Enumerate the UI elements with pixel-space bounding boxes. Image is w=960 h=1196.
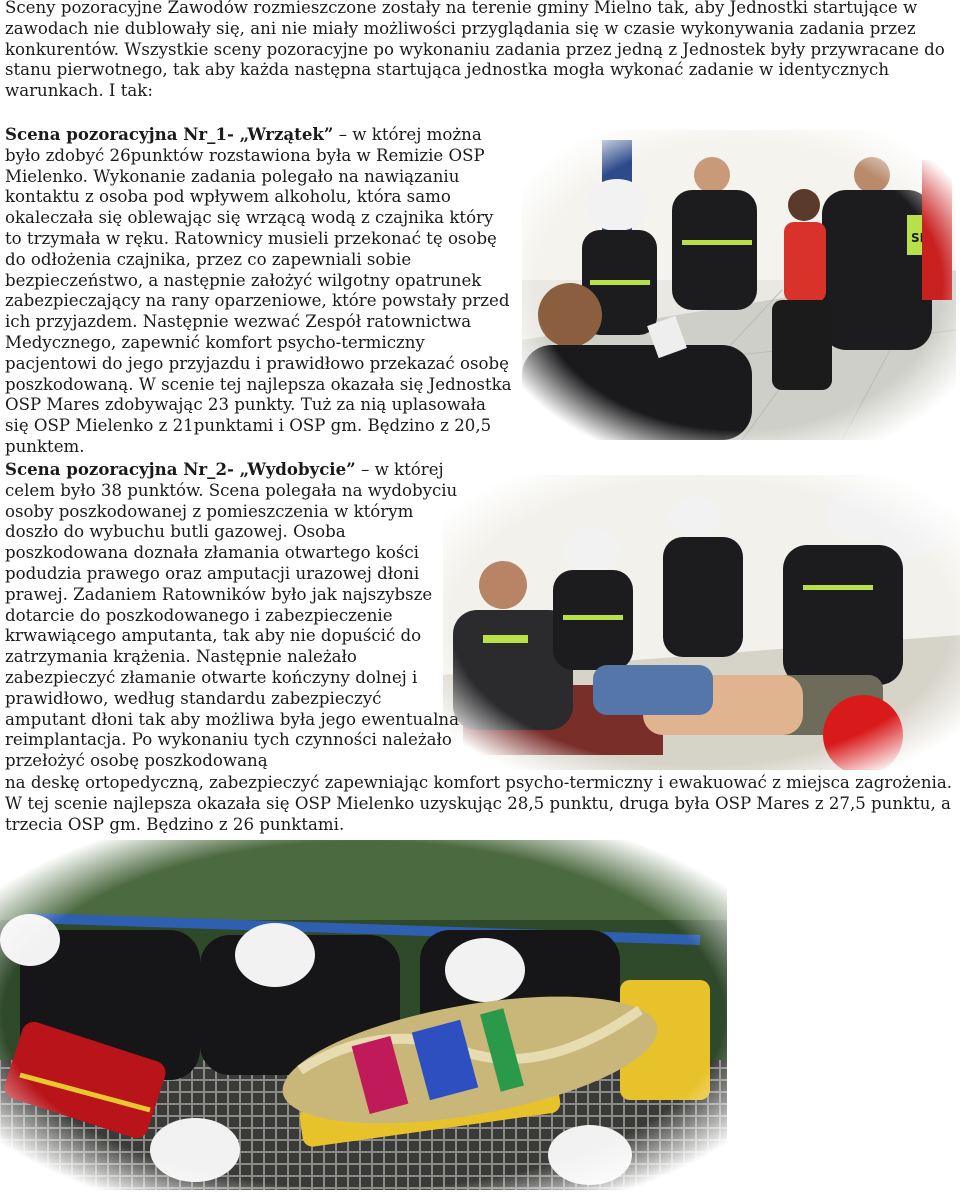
- scene2-text: – w której celem było 38 punktów. Scena polegała na wydobyciu osoby poszkodowanej z pomieszczenia w którym doszło do wybuchu butli gazowej. Osoba poszkodowana doznała złamania otwartego kości podudzia prawego oraz amputacji urazowej dłoni prawej. Zadaniem Ratowników było jak najszybsze dotarcie do poszkodowanego i zabezpieczenie krwawiącego amputanta, tak aby nie dopuścić do zatrzymania krążenia. Następnie należało zabezpieczyć złamanie otwarte kończyny dolnej i prawidłowo, według standardu zabezpieczyć amputant dłoni tak aby możliwa była jego ewentualna reimplantacja. Po wykonaniu tych czynności należało przełożyć osobę poszkodowaną: [5, 460, 459, 771]
- photo-scene2: [443, 475, 960, 770]
- photo-firefighters-injured-person-icon: [443, 475, 960, 770]
- scene2-paragraph: [5, 459, 460, 772]
- scene1-paragraph: [5, 124, 513, 458]
- photo-firefighters-evacuating-casualty-icon: [0, 840, 727, 1190]
- photo-scene-evacuation: [0, 840, 727, 1190]
- scene2-paragraph-continued: na deskę ortopedyczną, zabezpieczyć zapewniając komfort psycho-termiczny i ewakuować z miejsca zagrożenia. W tej scenie najlepsza okazała się OSP Mielenko uzyskując 28,5 punktu, druga była OSP Mares z 27,5 punktu, a trzecia OSP gm. Będzino z 26 punktami.: [5, 773, 952, 834]
- photo-firefighters-burn-victim-icon: [522, 130, 956, 440]
- photo-scene1: [522, 130, 956, 440]
- scene1-heading: Scena pozoracyjna Nr_1- „Wrzątek”: [5, 124, 334, 144]
- scene1-text: – w której można było zdobyć 26punktów rozstawiona była w Remizie OSP Mielenko. Wykonanie zadania polegało na nawiązaniu kontaktu z osoba pod wpływem alkoholu, która samo okaleczała się oblewając się wrzącą wodą z czajnika który to trzymała w ręku. Ratownicy musieli przekonać tę osobę do odłożenia czajnika, przez co zapewniali sobie bezpieczeństwo, a następnie założyć wilgotny opatrunek zabezpieczający na rany oparzeniowe, które powstały przed ich przyjazdem. Następnie wezwać Zespół ratownictwa Medycznego, zapewnić komfort psycho-termiczny pacjentowi do jego przyjazdu i prawidłowo przekazać osobę poszkodowaną. W scenie tej najlepsza okazała się Jednostka OSP Mares zdobywając 23 punkty. Tuż za nią uplasowała się OSP Mielenko z 21punktami i OSP gm. Będzino z 20,5 punktem.: [5, 125, 512, 456]
- intro-paragraph: Sceny pozoracyjne Zawodów rozmieszczone zostały na terenie gminy Mielno tak, aby Jednostki startujące w zawodach nie dublowały się, ani nie miały możliwości przyglądania się w czasie wykonywania zadania przez konkurentów. Wszystkie sceny pozoracyjne po wykonaniu zadania przez jedną z Jednostek były przywracane do stanu pierwotnego, tak aby każda następna startująca jednostka mogła wykonać zadanie w identycznych warunkach. I tak:: [5, 0, 945, 101]
- scene2-heading: Scena pozoracyjna Nr_2- „Wydobycie”: [5, 459, 356, 479]
